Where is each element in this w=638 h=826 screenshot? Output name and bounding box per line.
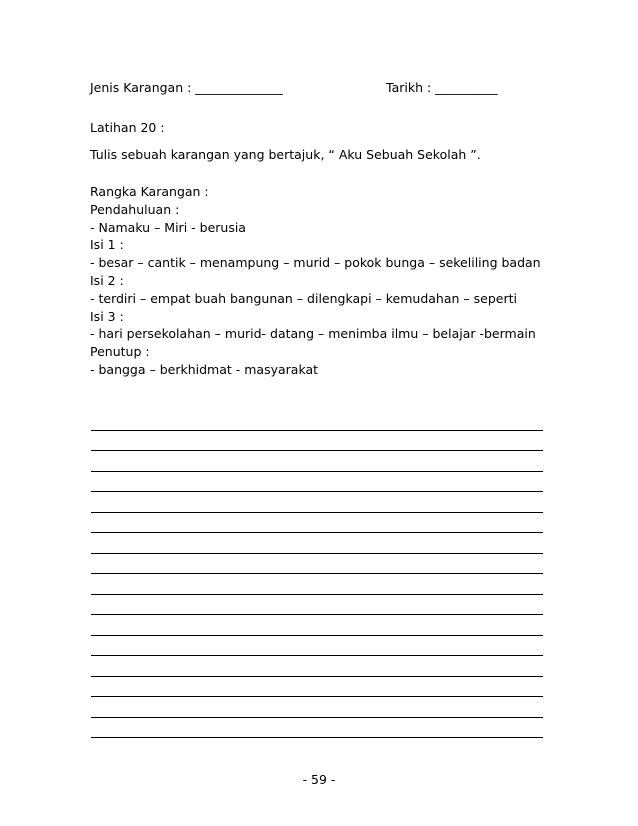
writing-line[interactable] <box>91 451 543 472</box>
outline-line: - hari persekolahan – murid- datang – menimba ilmu – belajar -bermain <box>90 326 536 342</box>
writing-line[interactable] <box>91 554 543 575</box>
outline-line: Pendahuluan : <box>90 201 180 217</box>
exercise-title: Latihan 20 : <box>90 120 165 135</box>
instruction-text: Tulis sebuah karangan yang bertajuk, “ Aku Sebuah Sekolah ”. <box>90 147 481 162</box>
writing-line[interactable] <box>91 472 543 493</box>
essay-outline <box>90 183 541 379</box>
outline-line: - terdiri – empat buah bangunan – dilengkapi – kemudahan – seperti <box>90 290 517 306</box>
writing-lines <box>91 410 543 738</box>
outline-line: - bangga – berkhidmat - masyarakat <box>90 361 319 377</box>
outline-line: Rangka Karangan : <box>90 184 209 199</box>
writing-line[interactable] <box>91 574 543 595</box>
writing-line[interactable] <box>91 615 543 636</box>
jenis-karangan-field: Jenis Karangan : ______________ <box>90 80 283 95</box>
writing-line[interactable] <box>91 677 543 698</box>
writing-line[interactable] <box>91 492 543 513</box>
writing-line[interactable] <box>91 533 543 554</box>
outline-line: - Namaku – Miri - berusia <box>90 219 246 235</box>
writing-line[interactable] <box>91 697 543 718</box>
outline-line: Isi 1 : <box>90 237 124 253</box>
outline-line: - besar – cantik – menampung – murid – pokok bunga – sekeliling badan <box>90 255 541 271</box>
tarikh-field: Tarikh : __________ <box>386 80 498 95</box>
writing-line[interactable] <box>91 595 543 616</box>
writing-line[interactable] <box>91 513 543 534</box>
outline-line: Isi 2 : <box>90 272 124 288</box>
writing-line[interactable] <box>91 410 543 431</box>
writing-line[interactable] <box>91 431 543 452</box>
writing-line[interactable] <box>91 636 543 657</box>
writing-line[interactable] <box>91 656 543 677</box>
outline-line: Penutup : <box>90 344 150 360</box>
outline-line: Isi 3 : <box>90 308 124 324</box>
writing-line[interactable] <box>91 718 543 739</box>
page-number: - 59 - <box>302 772 336 787</box>
